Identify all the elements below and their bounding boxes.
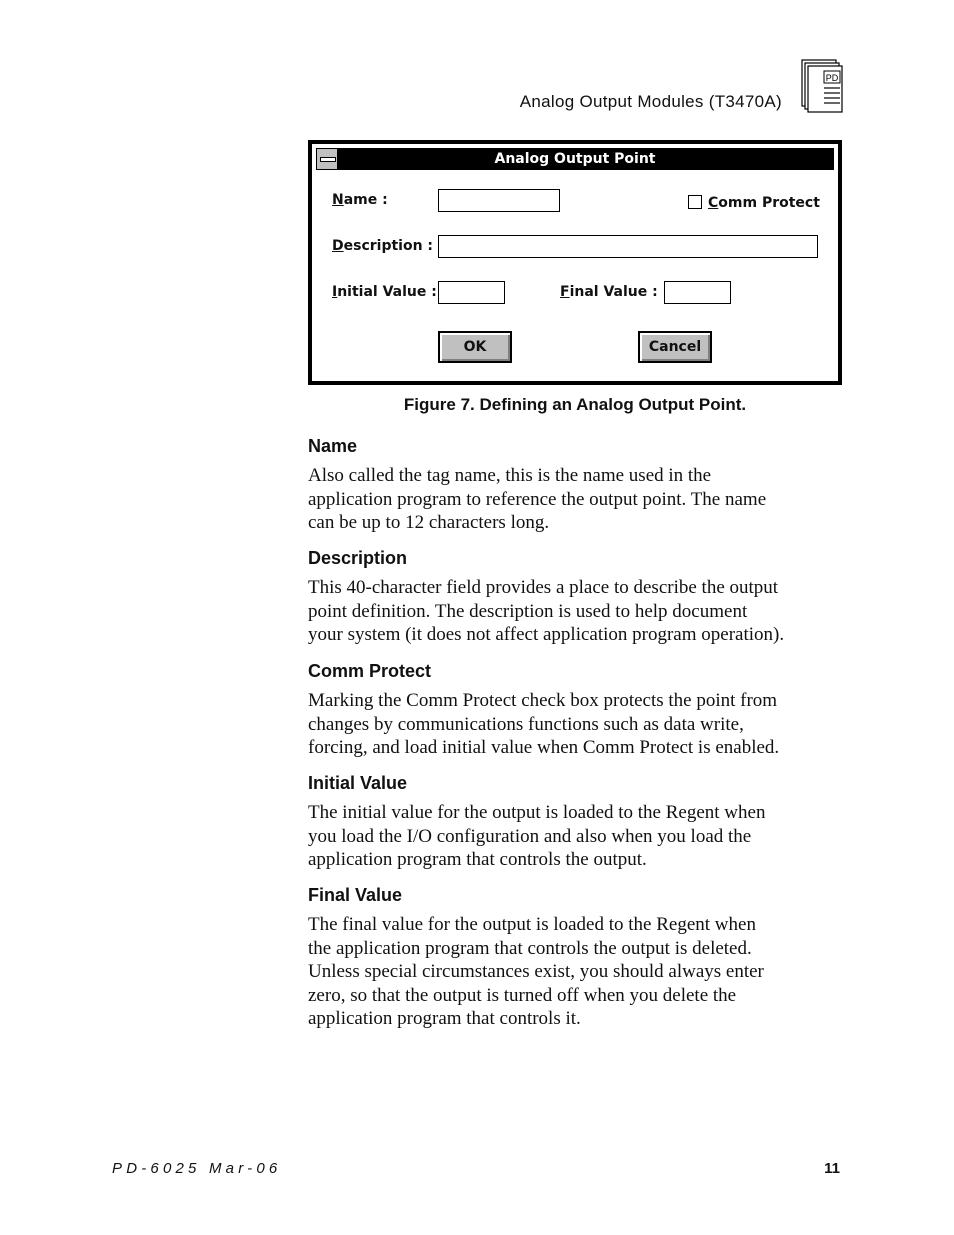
text-line: changes by communications functions such as data write,	[308, 713, 744, 735]
text-line: forcing, and load initial value when Comm Protect is enabled.	[308, 737, 780, 758]
text-line: application program that controls the output.	[308, 849, 647, 870]
text-line: can be up to 12 characters long.	[308, 512, 550, 533]
text-line: application program to reference the output point. The name	[308, 488, 767, 510]
final-value-input[interactable]	[664, 281, 731, 304]
initial-value-input[interactable]	[438, 281, 505, 304]
text-line: your system (it does not affect application program operation).	[308, 624, 785, 645]
text-line: the application program that controls the output is deleted.	[308, 937, 752, 959]
logo-text: PD	[825, 73, 839, 83]
comm-protect-checkbox[interactable]	[688, 195, 702, 209]
system-menu-button[interactable]	[316, 148, 338, 170]
text-line: point definition. The description is used to help document	[308, 600, 748, 622]
dialog-title: Analog Output Point	[494, 151, 656, 167]
figure-caption: Figure 7. Defining an Analog Output Point.	[403, 395, 747, 414]
name-input[interactable]	[438, 189, 560, 212]
text-line: you load the I/O configuration and also when you load the	[308, 825, 752, 847]
description-label: Description :	[332, 238, 434, 254]
final-value-label: Final Value :	[560, 284, 658, 300]
initial-value-label: Initial Value :	[332, 284, 437, 300]
section-heading-comm-protect: Comm Protect	[308, 661, 432, 681]
section-body-description	[308, 576, 848, 647]
text-line: This 40-character field provides a place to describe the output	[308, 577, 779, 598]
running-header: Analog Output Modules (T3470A)	[519, 92, 782, 111]
section-heading-final-value: Final Value	[308, 885, 403, 905]
description-input[interactable]	[438, 235, 818, 258]
pd-document-icon	[800, 58, 844, 114]
section-body-initial-value	[308, 801, 848, 872]
section-body-comm-protect	[308, 689, 848, 760]
section-body-final-value	[308, 913, 848, 1031]
ok-button[interactable]: OK	[438, 331, 512, 363]
footer-doc-id: PD-6025 Mar-06	[112, 1160, 282, 1177]
section-body-name	[308, 464, 848, 535]
dialog-titlebar	[316, 148, 834, 170]
text-line: application program that controls it.	[308, 1008, 581, 1029]
text-line: Marking the Comm Protect check box protects the point from	[308, 690, 778, 711]
section-heading-initial-value: Initial Value	[308, 773, 408, 793]
text-line: zero, so that the output is turned off when you delete the	[308, 984, 737, 1006]
section-heading-name: Name	[308, 436, 358, 456]
name-label: Name :	[332, 192, 388, 208]
text-line: Also called the tag name, this is the name used in the	[308, 465, 712, 486]
text-line: Unless special circumstances exist, you should always enter	[308, 961, 764, 982]
text-line: The final value for the output is loaded to the Regent when	[308, 914, 756, 935]
cancel-button[interactable]: Cancel	[638, 331, 712, 363]
comm-protect-label[interactable]: Comm Protect	[708, 195, 820, 211]
text-line: The initial value for the output is loaded to the Regent when	[308, 802, 766, 823]
page-number: 11	[824, 1160, 840, 1177]
section-heading-description: Description	[308, 548, 408, 568]
analog-output-point-dialog	[308, 140, 842, 385]
